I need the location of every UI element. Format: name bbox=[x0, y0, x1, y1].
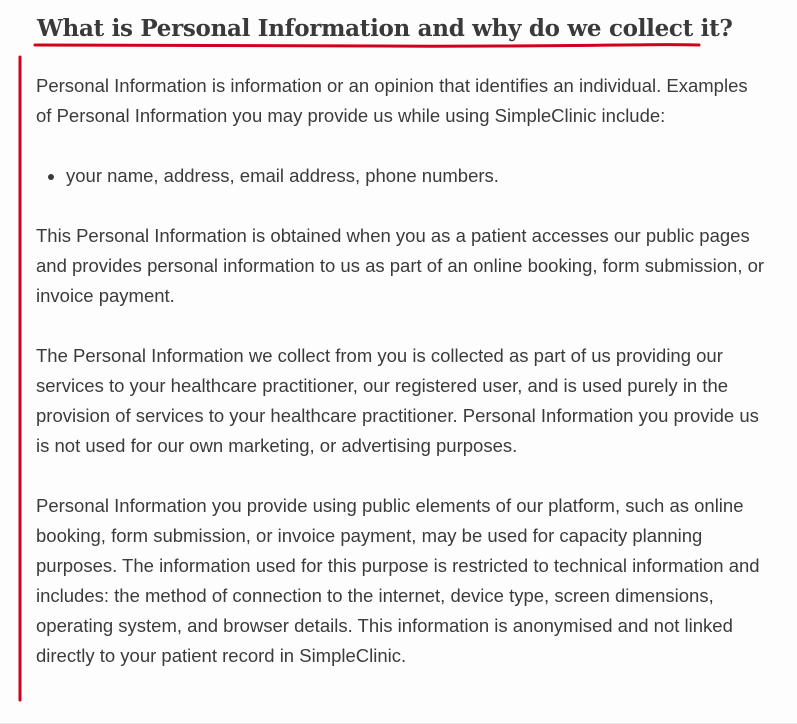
paragraph-definition: Personal Information is information or an opinion that identifies an individual. Examples of Personal Information you may provide us while using SimpleClinic include: bbox=[36, 75, 748, 126]
examples-list bbox=[36, 161, 766, 191]
section-body bbox=[36, 71, 766, 701]
paragraph-obtained: This Personal Information is obtained when you as a patient accesses our public pages and provides personal information to us as part of an online booking, form submission, or invoice payment. bbox=[36, 225, 765, 306]
paragraph-capacity-planning: Personal Information you provide using public elements of our platform, such as online booking, form submission, or invoice payment, may be used for capacity planning purposes. The information used for this purpose is restricted to technical information and includes: the method of connection to the internet, device type, screen dimensions, operating system, and browser details. This information is anonymised and not linked directly to your patient record in SimpleClinic. bbox=[36, 495, 760, 666]
section-heading: What is Personal Information and why do we collect it? bbox=[37, 15, 733, 42]
list-item: • your name, address, email address, phone numbers. bbox=[66, 161, 766, 191]
margin-line-mark bbox=[20, 57, 21, 700]
paragraph-purpose: The Personal Information we collect from you is collected as part of us providing our services to your healthcare practitioner, our registered user, and is used purely in the provision of services to your healthcare practitioner. Personal Information you provide us is not used for our own marketing, or advertising purposes. bbox=[36, 345, 759, 456]
